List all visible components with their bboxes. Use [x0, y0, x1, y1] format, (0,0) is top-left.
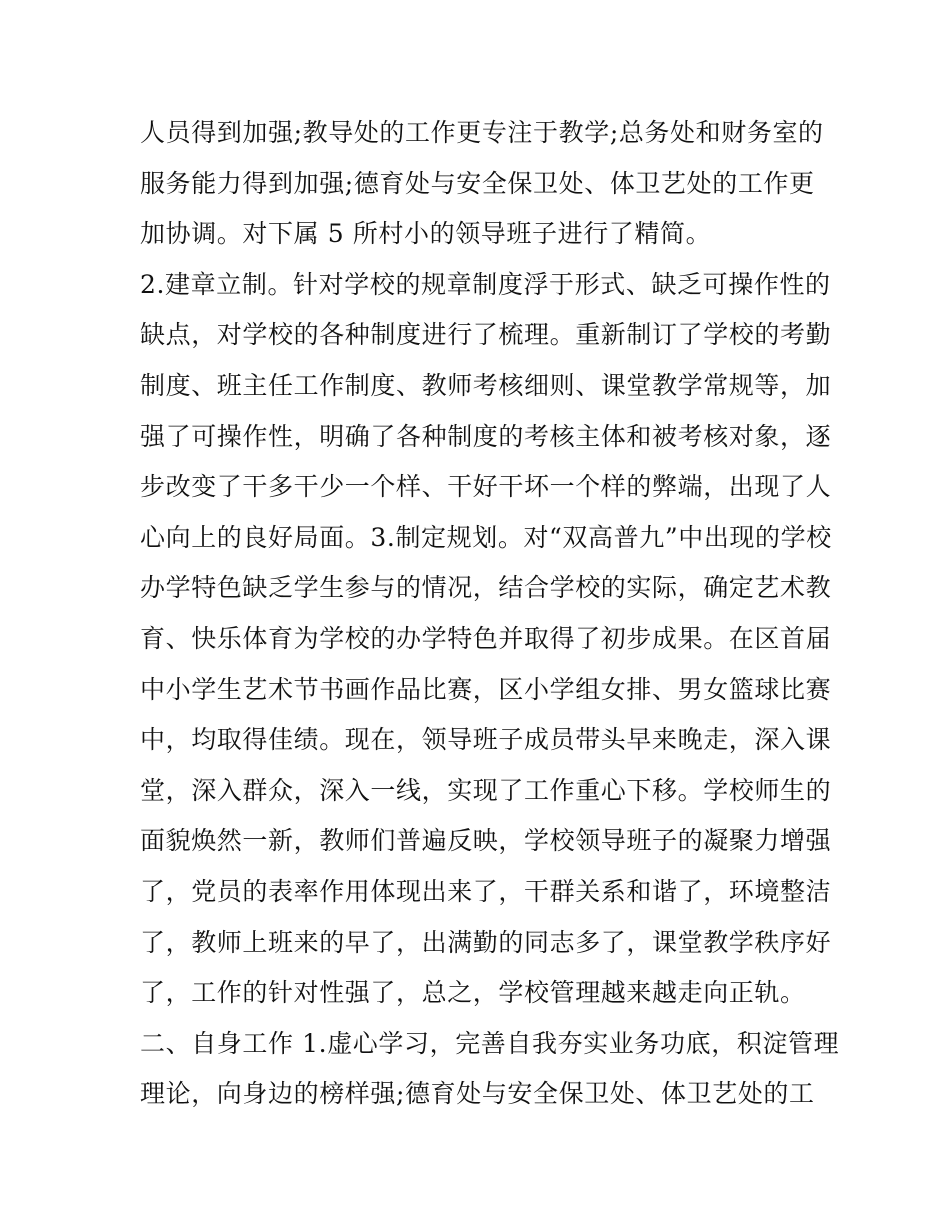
body-text — [140, 108, 840, 1120]
text-line: 育、快乐体育为学校的办学特色并取得了初步成果。在区首届 — [140, 623, 832, 653]
text-line: 心向上的良好局面。3.制定规划。对“双高普九”中出现的学校 — [140, 522, 832, 552]
text-line: 了，教师上班来的早了，出满勤的同志多了，课堂教学秩序好 — [140, 927, 832, 957]
text-line: 中，均取得佳绩。现在，领导班子成员带头早来晚走，深入课 — [140, 725, 832, 755]
text-line: 堂，深入群众，深入一线，实现了工作重心下移。学校师生的 — [140, 775, 832, 805]
text-line: 人员得到加强;教导处的工作更专注于教学;总务处和财务室的 — [140, 118, 824, 147]
text-line: 了，党员的表率作用体现出来了，干群关系和谐了，环境整洁 — [140, 876, 832, 906]
text-line: 制度、班主任工作制度、教师考核细则、课堂教学常规等，加 — [140, 370, 832, 400]
text-line: 步改变了干多干少一个样、干好干坏一个样的弊端，出现了人 — [140, 472, 832, 502]
text-line: 中小学生艺术节书画作品比赛，区小学组女排、男女篮球比赛 — [140, 674, 832, 704]
text-line: 强了可操作性，明确了各种制度的考核主体和被考核对象，逐 — [140, 421, 832, 451]
text-line: 面貌焕然一新，教师们普遍反映，学校领导班子的凝聚力增强 — [140, 826, 832, 856]
text-line: 加协调。对下属 5 所村小的领导班子进行了精简。 — [140, 219, 712, 249]
text-line: 缺点，对学校的各种制度进行了梳理。重新制订了学校的考勤 — [140, 320, 832, 350]
text-line: 服务能力得到加强;德育处与安全保卫处、体卫艺处的工作更 — [140, 168, 815, 198]
text-line: 了，工作的针对性强了，总之，学校管理越来越走向正轨。 — [140, 978, 806, 1008]
text-line: 办学特色缺乏学生参与的情况，结合学校的实际，确定艺术教 — [140, 573, 832, 603]
text-line: 2.建章立制。针对学校的规章制度浮于形式、缺乏可操作性的 — [140, 269, 831, 299]
text-line: 理论，向身边的榜样强;德育处与安全保卫处、体卫艺处的工 — [140, 1079, 815, 1109]
text-line: 二、自身工作 1.虚心学习，完善自我夯实业务功底，积淀管理 — [140, 1028, 840, 1058]
